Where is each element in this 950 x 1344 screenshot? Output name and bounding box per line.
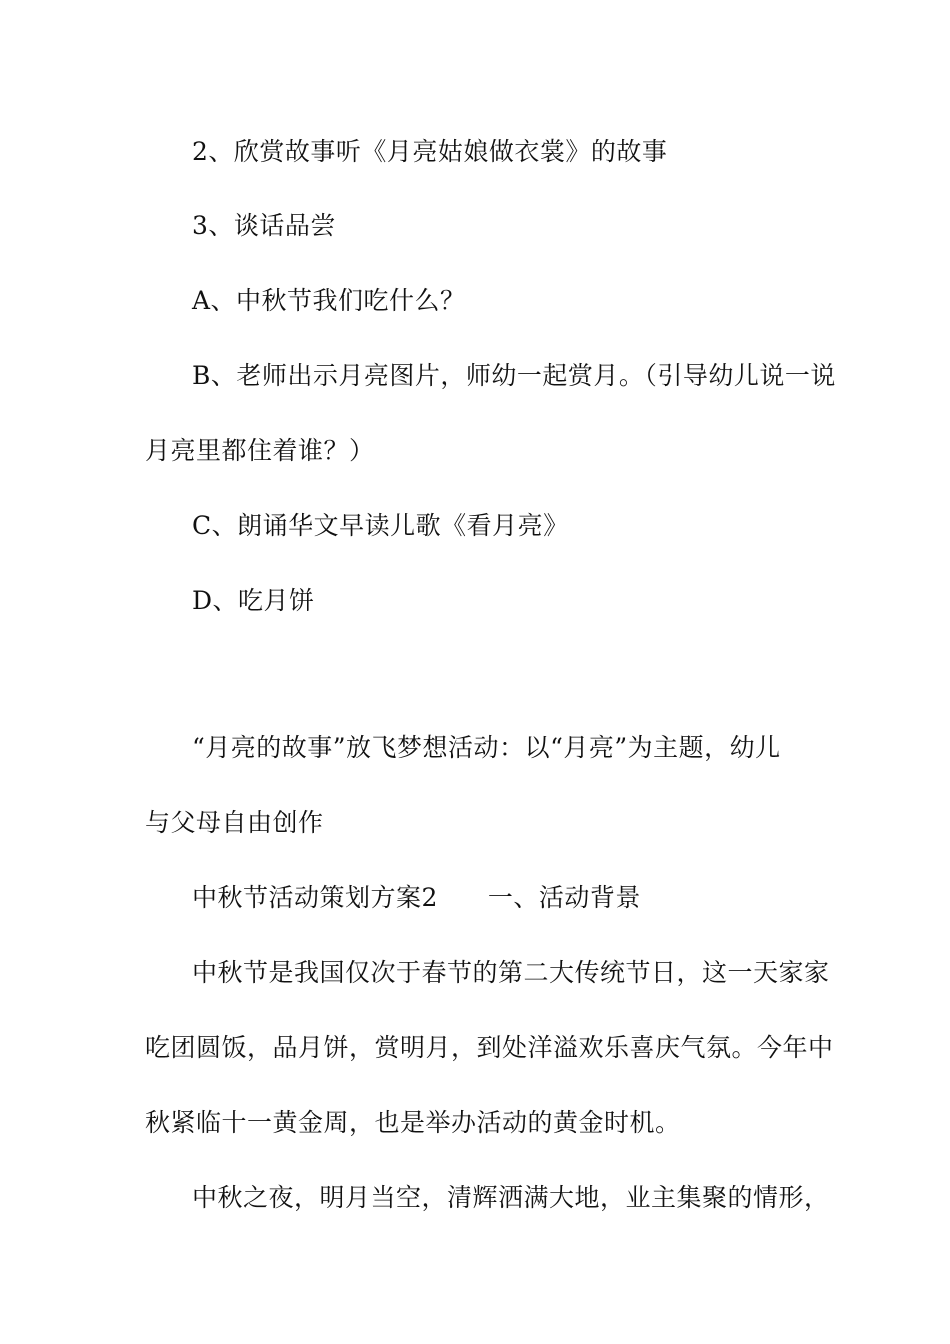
paragraph-item-a: A、中秋节我们吃什么？ [192, 286, 466, 315]
section-heading: 一、活动背景 [487, 883, 641, 912]
paragraph-item-c: C、朗诵华文早读儿歌《看月亮》 [192, 511, 569, 540]
paragraph-item-b-cont: 月亮里都住着谁？） [145, 436, 375, 465]
paragraph-moon-story-activity: “月亮的故事”放飞梦想活动：以“月亮”为主题，幼儿 [192, 733, 781, 762]
paragraph-item-b: B、老师出示月亮图片，师幼一起赏月。（引导幼儿说一说 [192, 361, 836, 390]
paragraph-background-1-cont: 吃团圆饭，品月饼，赏明月，到处洋溢欢乐喜庆气氛。今年中 [145, 1033, 834, 1062]
plan-heading [192, 883, 641, 913]
paragraph-background-2: 中秋之夜，明月当空，清辉洒满大地，业主集聚的情形， [192, 1183, 830, 1212]
paragraph-item-d: D、吃月饼 [192, 586, 315, 615]
paragraph-background-1: 中秋节是我国仅次于春节的第二大传统节日，这一天家家 [192, 958, 830, 987]
paragraph-story: 2、欣赏故事听《月亮姑娘做衣裳》的故事 [192, 137, 668, 166]
paragraph-talk-taste: 3、谈话品尝 [192, 211, 336, 240]
plan-title: 中秋节活动策划方案2 [192, 883, 438, 912]
paragraph-moon-story-activity-cont: 与父母自由创作 [145, 808, 324, 837]
paragraph-background-1-end: 秋紧临十一黄金周，也是举办活动的黄金时机。 [145, 1108, 681, 1137]
